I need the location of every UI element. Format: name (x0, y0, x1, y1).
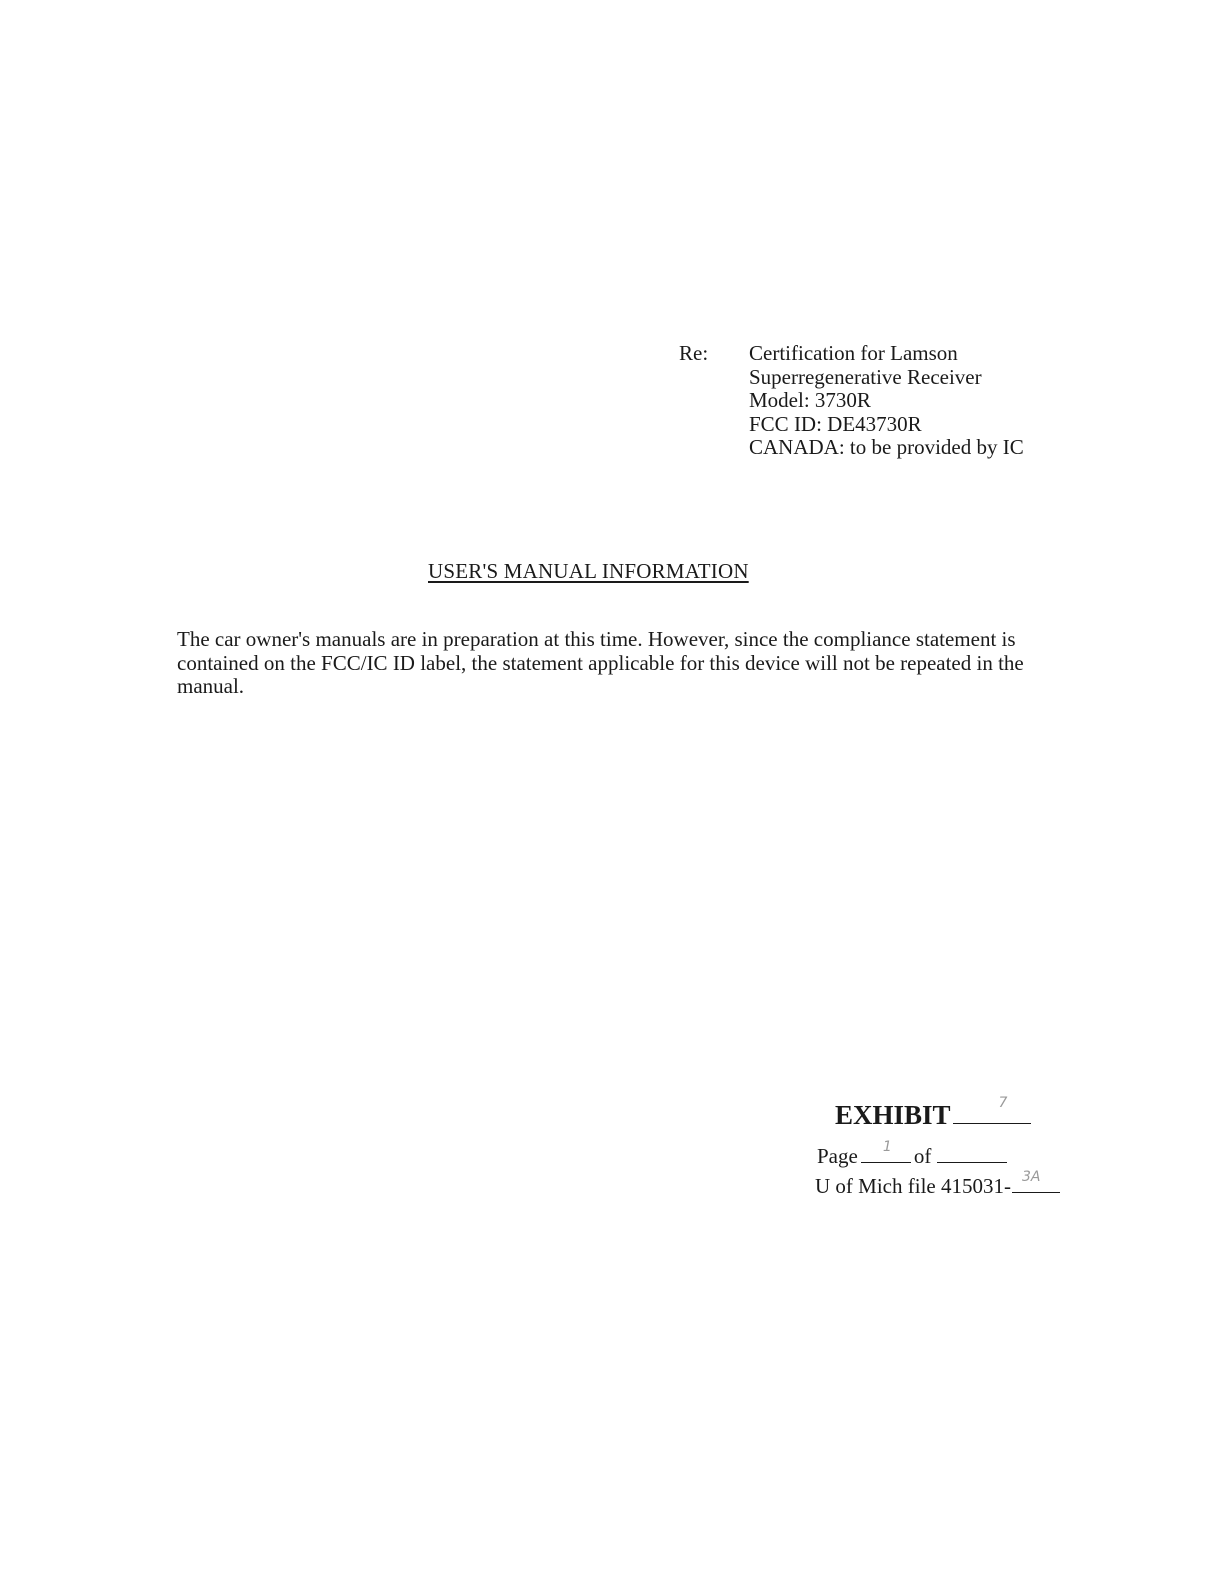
exhibit-label: EXHIBIT (835, 1100, 951, 1130)
file-label: U of Mich file 415031- (815, 1174, 1011, 1198)
re-lines (749, 342, 1024, 460)
page-label: Page (817, 1144, 858, 1168)
exhibit-number-blank (953, 1095, 1031, 1124)
page-total-blank (937, 1152, 1007, 1163)
file-number-blank (1012, 1169, 1060, 1193)
page-number-handwritten: 1 (882, 1139, 892, 1155)
re-line: Superregenerative Receiver (749, 364, 982, 389)
body-paragraph: The car owner's manuals are in preparation at this time. However, since the compliance statement is contained on the FCC/IC ID label, the statement applicable for this device will not be repeated in the manual. (177, 627, 1024, 698)
file-number-handwritten: 3A (1021, 1169, 1041, 1185)
re-line: CANADA: to be provided by IC (749, 435, 1024, 459)
re-line: FCC ID: DE43730R (749, 411, 922, 436)
page-number-blank (861, 1139, 911, 1163)
re-label: Re: (679, 341, 709, 365)
exhibit-number-handwritten: 7 (998, 1095, 1008, 1111)
re-line: Certification for Lamson (749, 341, 958, 365)
file-line (815, 1169, 1105, 1199)
of-label: of (913, 1144, 932, 1168)
section-heading: USER'S MANUAL INFORMATION (428, 559, 749, 583)
exhibit-stamp (815, 1097, 1105, 1199)
exhibit-line (835, 1097, 1105, 1133)
re-block (679, 342, 1024, 460)
re-line: Model: 3730R (749, 388, 871, 412)
page-line (817, 1139, 1105, 1169)
